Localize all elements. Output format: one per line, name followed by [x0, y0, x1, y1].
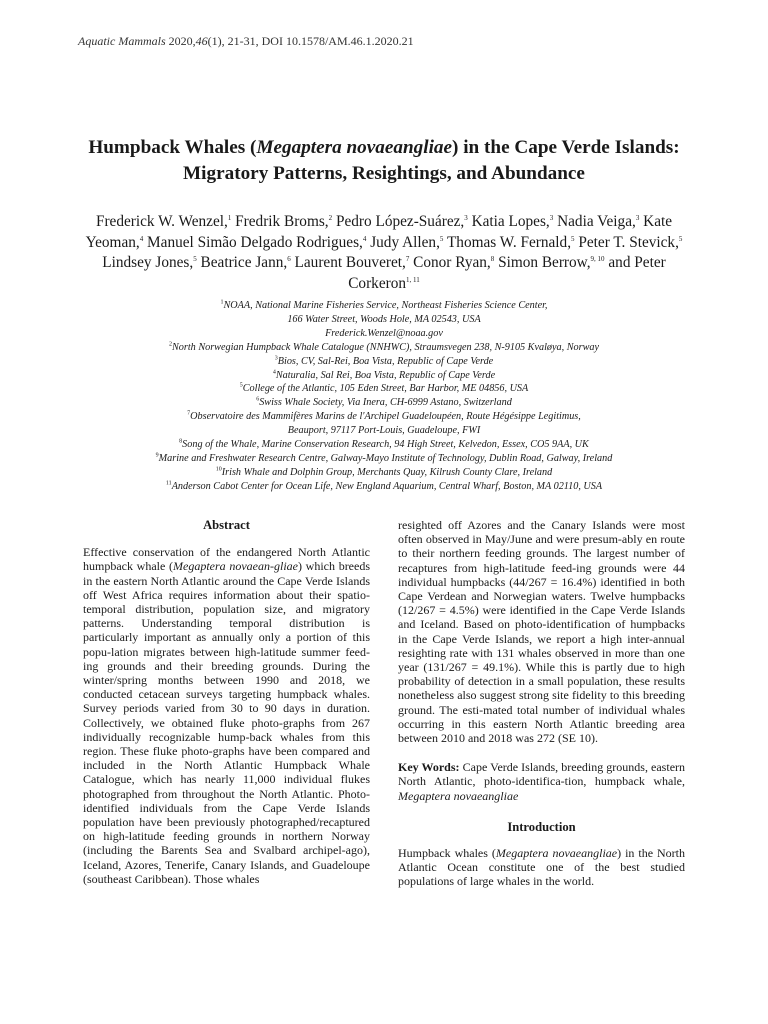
author-name: Judy Allen, [370, 233, 440, 251]
affiliation-text: Marine and Freshwater Research Centre, Galway-Mayo Institute of Technology, Dublin Road, Galway, Ireland [158, 452, 613, 464]
author-name: and Peter Corkeron [348, 254, 666, 292]
affiliation-text: North Norwegian Humpback Whale Catalogue (NNHWC), Straumsvegen 238, N-9105 Kvaløya, Norway [172, 341, 599, 353]
introduction-text [398, 846, 685, 889]
author [102, 254, 196, 271]
author-name: Thomas W. Fernald, [446, 233, 572, 251]
author-affiliation-marker: 7 [405, 255, 410, 264]
keywords-species: Megaptera novaeangliae [398, 788, 519, 803]
affiliation-text: Bios, CV, Sal-Rei, Boa Vista, Republic of Cape Verde [277, 355, 494, 367]
author-name: Peter T. Stevick, [578, 233, 679, 251]
author [96, 213, 231, 230]
abstract-heading: Abstract [203, 518, 250, 532]
author-affiliation-marker: 5 [193, 255, 197, 264]
paper-title [84, 135, 684, 187]
author-affiliation-marker: 5 [439, 234, 444, 243]
affiliation-marker: 10 [215, 466, 222, 473]
author-name: Kate Yeoman, [85, 213, 673, 251]
title-part2: ) in the Cape Verde Islands: Migratory Patterns, Resightings, and Abundance [183, 137, 680, 184]
author-affiliation-marker: 1 [227, 213, 232, 222]
journal-doi: (1), 21-31, DOI 10.1578/AM.46.1.2020.21 [207, 34, 414, 48]
abstract-text-right: resighted off Azores and the Canary Islands were most often observed in May/June and were presum-ably en route to their northern feeding grounds. The largest number of recaptures from high-latitude feed-ing grounds were 44 individual humpbacks (44/267 = 16.4%) identified in both Cape Verdean and Norwegian waters. Twelve humpbacks (12/267 = 4.5%) were identified in the Cape Verde Islands and Iceland. Based on photo-identification of humpbacks in the Cape Verde Islands, we report a high inter-annual resighting rate with 131 whales observed in more than one year (131/267 = 49.1%). While this is partly due to high probability of detection in a small population, these results nonetheless also suggest strong site fidelity to this breeding ground. The esti-mated total number of individual whales occurring in this eastern North Atlantic breeding area between 2010 and 2018 was 272 (SE 10). [398, 518, 685, 746]
abstract-left-pre: Effective conservation of the endangered North Atlantic humpback whale ( [83, 545, 370, 574]
affiliation-text: Anderson Cabot Center for Ocean Life, New England Aquarium, Central Wharf, Boston, MA 02110, USA [171, 480, 603, 492]
affiliation-marker: 6 [256, 396, 260, 403]
affiliation-line [84, 299, 684, 313]
author-affiliation-marker: 8 [490, 255, 495, 264]
title-species: Megaptera novaeangliae [256, 137, 453, 158]
affiliation-text: College of the Atlantic, 105 Eden Street, Bar Harbor, ME 04856, USA [242, 383, 529, 395]
author-name: Simon Berrow, [498, 254, 591, 272]
journal-year: 2020, [168, 34, 196, 48]
abstract-right-column [398, 518, 685, 889]
author [235, 213, 332, 230]
intro-post: ) in the North Atlantic Ocean constitute one of the best studied populations of large whales in the world. [398, 846, 685, 889]
affiliation-marker: 1 [220, 299, 224, 306]
author-affiliation-marker: 3 [549, 213, 554, 222]
intro-species: Megaptera novaeangliae [495, 846, 618, 861]
author-name: Katia Lopes, [471, 213, 550, 230]
keywords-text: Cape Verde Islands, breeding grounds, eastern North Atlantic, photo-identifica-tion, humpback whale, [398, 760, 686, 789]
author-name: Beatrice Jann, [200, 254, 288, 272]
author [295, 254, 410, 271]
affiliation-text: Irish Whale and Dolphin Group, Merchants Quay, Kilrush County Clare, Ireland [221, 466, 553, 478]
affiliation-line [84, 452, 684, 466]
affiliation-marker: 9 [155, 452, 159, 459]
affiliation-line [84, 369, 684, 383]
affiliation-line [84, 313, 684, 327]
author-name: Manuel Simão Delgado Rodrigues, [147, 233, 363, 251]
author [413, 254, 494, 271]
affiliation-line [84, 382, 684, 396]
author-affiliation-marker: 3 [635, 213, 640, 222]
keywords-label: Key Words: [398, 760, 460, 775]
affiliation-marker: 2 [169, 341, 172, 348]
journal-volume: 46 [195, 34, 208, 48]
author-affiliation-marker: 5 [571, 234, 575, 243]
affiliation-line [84, 424, 684, 438]
author-affiliation-marker: 5 [678, 234, 683, 243]
affiliation-text: Naturalia, Sal Rei, Boa Vista, Republic of Cape Verde [275, 369, 496, 381]
affiliation-marker: 11 [165, 480, 172, 487]
author-affiliation-marker: 3 [464, 213, 468, 222]
affiliation-marker: 8 [179, 438, 183, 445]
introduction-heading: Introduction [507, 819, 576, 834]
author-name: Pedro López-Suárez, [335, 213, 465, 230]
author-list [70, 212, 698, 294]
affiliation-text: Observatoire des Mammifères Marins de l'Archipel Guadeloupéen, Route Hégésippe Legitimus, [190, 411, 581, 423]
abstract-left-column [83, 518, 370, 886]
author-affiliation-marker: 9, 10 [590, 255, 605, 264]
author [370, 234, 443, 251]
author-name: Fredrik Broms, [235, 213, 329, 230]
affiliation-line [84, 396, 684, 410]
author [498, 254, 604, 271]
affiliation-text: Song of the Whale, Marine Conservation Research, 94 High Street, Kelvedon, Essex, CO5 9AA, UK [182, 439, 589, 451]
affiliation-text: Frederick.Wenzel@noaa.gov [325, 327, 443, 339]
author-affiliation-marker: 4 [139, 234, 144, 243]
journal-citation [78, 34, 414, 49]
affiliation-list [84, 299, 684, 494]
intro-pre: Humpback whales ( [398, 846, 496, 861]
affiliation-line [84, 341, 684, 355]
author [336, 213, 468, 230]
author [147, 234, 366, 251]
abstract-text-left [83, 545, 370, 886]
author [201, 254, 291, 271]
abstract-left-post: ) which breeds in the eastern North Atlantic around the Cape Verde Islands off West Africa requires information about their spatio-temporal distribution, population size, and migratory patterns. Understanding temporal distribution is particularly important as annually only a portion of this popu-lation migrates between high-latitude summer feed-ing grounds and their breeding grounds. During the winter/spring months between 1990 and 2018, we conducted cetacean surveys targeting humpback whales. Survey periods varied from 30 to 90 days in duration. Collectively, we obtained fluke photo-graphs from 267 individually recognizable hump-back whales from this region. These fluke photo-graphs have been compared and included in the North Atlantic Humpback Whale Catalogue, which has nearly 11,000 individual flukes photographed from throughout the North Atlantic. Photo-identified individuals from the Cape Verde Islands population have been previously photographed/recaptured on high-latitude feeding grounds in northern Norway (including the Barents Sea and Svalbard archipel-ago), Iceland, Azores, Tenerife, Canary Islands, and Guadeloupe (southeast Caribbean). Those whales [83, 559, 371, 886]
author-affiliation-marker: 6 [287, 255, 291, 264]
author-affiliation-marker: 4 [362, 234, 367, 243]
author-affiliation-marker: 2 [328, 213, 333, 222]
author-name: Conor Ryan, [413, 254, 491, 272]
author-name: Nadia Veiga, [557, 213, 636, 230]
author [472, 213, 554, 230]
affiliation-marker: 7 [187, 410, 191, 417]
author-name: Laurent Bouveret, [294, 254, 406, 272]
affiliation-line [84, 327, 684, 341]
journal-name: Aquatic Mammals [78, 34, 166, 48]
affiliation-marker: 5 [239, 383, 243, 390]
affiliation-line [84, 410, 684, 424]
affiliation-text: NOAA, National Marine Fisheries Service, Northeast Fisheries Science Center, [223, 300, 548, 311]
affiliation-line [84, 480, 684, 494]
affiliation-marker: 3 [274, 355, 278, 362]
affiliation-line [84, 466, 684, 480]
author [578, 234, 682, 251]
affiliation-text: 166 Water Street, Woods Hole, MA 02543, USA [287, 313, 481, 325]
title-part1: Humpback Whales ( [88, 137, 257, 158]
author-name: Frederick W. Wenzel, [95, 213, 228, 230]
affiliation-text: Swiss Whale Society, Via Inera, CH-6999 Astano, Switzerland [259, 397, 512, 409]
affiliation-text: Beauport, 97117 Port-Louis, Guadeloupe, FWI [287, 425, 481, 437]
affiliation-marker: 4 [272, 369, 276, 376]
keywords [398, 760, 685, 803]
affiliation-line [84, 438, 684, 452]
author [447, 234, 575, 251]
author [557, 213, 639, 230]
abstract-left-species: Megaptera novaean-gliae [173, 559, 298, 574]
author-name: Lindsey Jones, [102, 254, 194, 272]
affiliation-line [84, 355, 684, 369]
author-affiliation-marker: 1, 11 [406, 275, 420, 284]
